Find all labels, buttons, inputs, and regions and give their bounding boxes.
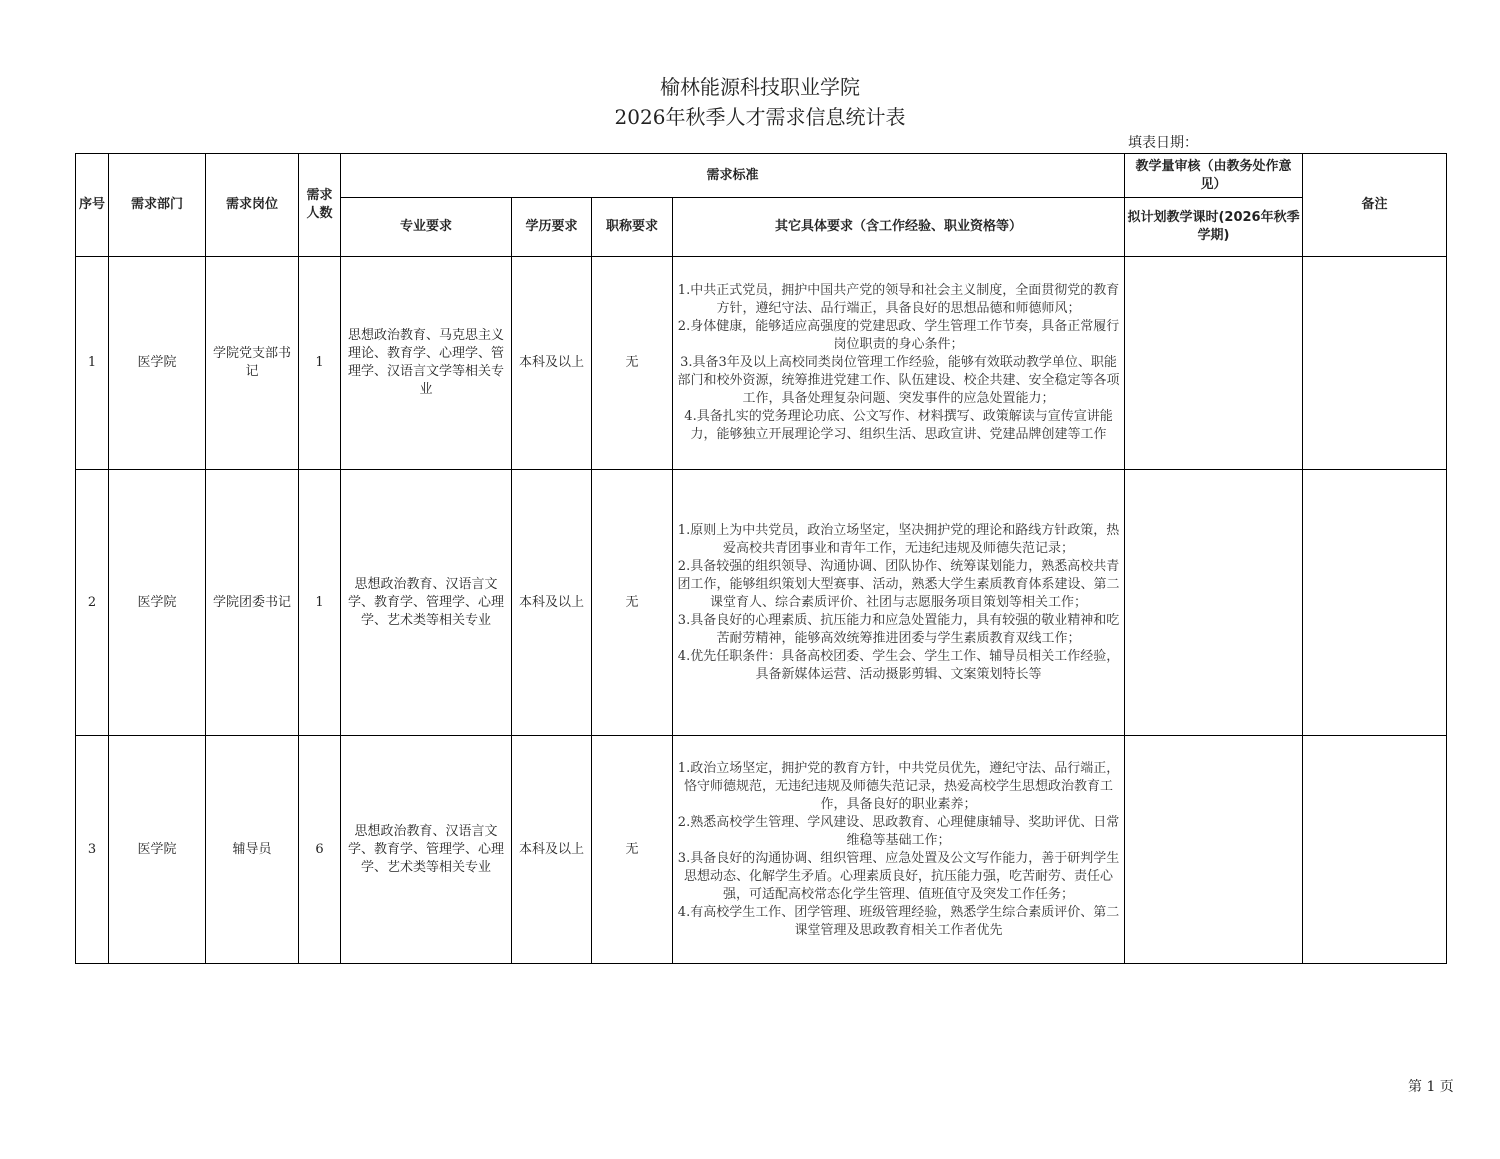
cell-seq: 2 <box>76 470 109 736</box>
requirement-item: 2.熟悉高校学生管理、学风建设、思政教育、心理健康辅导、奖助评优、日常维稳等基础工作； <box>677 814 1120 848</box>
cell-major: 思想政治教育、汉语言文学、教育学、管理学、心理学、艺术类等相关专业 <box>341 736 512 964</box>
page-number: 第 1 页 <box>1408 1079 1454 1095</box>
requirement-item: 4.有高校学生工作、团学管理、班级管理经验，熟悉学生综合素质评价、第二课堂管理及思政教育相关工作者优先 <box>677 904 1120 938</box>
cell-remark <box>1303 736 1447 964</box>
header-post: 需求岗位 <box>206 154 299 257</box>
requirement-item: 1.政治立场坚定，拥护党的教育方针，中共党员优先，遵纪守法、品行端正，恪守师德规范，无违纪违规及师德失范记录，热爱高校学生思想政治教育工作，具备良好的职业素养； <box>677 760 1120 812</box>
cell-post: 学院团委书记 <box>206 470 299 736</box>
header-seq: 序号 <box>76 154 109 257</box>
cell-other <box>673 470 1125 736</box>
cell-dept: 医学院 <box>109 470 206 736</box>
cell-seq: 3 <box>76 736 109 964</box>
cell-other <box>673 736 1125 964</box>
cell-seq: 1 <box>76 257 109 470</box>
cell-edu: 本科及以上 <box>512 470 592 736</box>
cell-post: 学院党支部书记 <box>206 257 299 470</box>
document-subtitle: 2026年秋季人才需求信息统计表 <box>614 105 906 129</box>
talent-demand-table <box>75 153 1447 964</box>
cell-title-req: 无 <box>592 470 673 736</box>
requirement-item: 4.优先任职条件：具备高校团委、学生会、学生工作、辅导员相关工作经验，具备新媒体运营、活动摄影剪辑、文案策划特长等 <box>677 648 1120 682</box>
requirement-item: 3.具备良好的心理素质、抗压能力和应急处置能力，具有较强的敬业精神和吃苦耐劳精神，能够高效统筹推进团委与学生素质教育双线工作； <box>677 612 1120 646</box>
header-remark: 备注 <box>1303 154 1447 257</box>
requirement-item: 2.身体健康，能够适应高强度的党建思政、学生管理工作节奏，具备正常履行岗位职责的身心条件； <box>677 319 1120 352</box>
fill-date-label: 填表日期： <box>1128 135 1198 151</box>
cell-dept: 医学院 <box>109 736 206 964</box>
requirement-item: 1.原则上为中共党员，政治立场坚定，坚决拥护党的理论和路线方针政策，热爱高校共青团事业和青年工作，无违纪违规及师德失范记录； <box>677 522 1120 556</box>
header-dept: 需求部门 <box>109 154 206 257</box>
header-edu: 学历要求 <box>512 198 592 257</box>
header-other: 其它具体要求（含工作经验、职业资格等） <box>673 198 1125 257</box>
cell-dept: 医学院 <box>109 257 206 470</box>
requirement-item: 3.具备良好的沟通协调、组织管理、应急处置及公文写作能力，善于研判学生思想动态、化解学生矛盾。心理素质良好，抗压能力强，吃苦耐劳、责任心强，可适配高校常态化学生管理、值班值守及突发工作任务； <box>677 850 1120 902</box>
cell-hours <box>1125 470 1303 736</box>
cell-count: 1 <box>299 257 341 470</box>
cell-post: 辅导员 <box>206 736 299 964</box>
header-major: 专业要求 <box>341 198 512 257</box>
cell-edu: 本科及以上 <box>512 736 592 964</box>
cell-count: 1 <box>299 470 341 736</box>
table-row <box>76 470 1447 736</box>
table-row <box>76 736 1447 964</box>
cell-hours <box>1125 736 1303 964</box>
requirement-item: 2.具备较强的组织领导、沟通协调、团队协作、统筹谋划能力，熟悉高校共青团工作，能够组织策划大型赛事、活动，熟悉大学生素质教育体系建设、第二课堂育人、综合素质评价、社团与志愿服务项目策划等相关工作； <box>677 558 1120 610</box>
header-count: 需求人数 <box>299 154 341 257</box>
cell-count: 6 <box>299 736 341 964</box>
document-title: 榆林能源科技职业学院 <box>660 75 860 99</box>
cell-edu: 本科及以上 <box>512 257 592 470</box>
cell-major: 思想政治教育、马克思主义理论、教育学、心理学、管理学、汉语言文学等相关专业 <box>341 257 512 470</box>
header-teaching-hours: 拟计划教学课时(2026年秋季学期) <box>1125 198 1303 257</box>
header-teaching-review: 教学量审核（由教务处作意见） <box>1125 154 1303 198</box>
cell-remark <box>1303 470 1447 736</box>
cell-remark <box>1303 257 1447 470</box>
requirement-item: 1.中共正式党员，拥护中国共产党的领导和社会主义制度，全面贯彻党的教育方针，遵纪守法、品行端正，具备良好的思想品德和师德师风； <box>677 283 1120 316</box>
cell-title-req: 无 <box>592 736 673 964</box>
cell-other <box>673 257 1125 470</box>
cell-major: 思想政治教育、汉语言文学、教育学、管理学、心理学、艺术类等相关专业 <box>341 470 512 736</box>
table-row <box>76 257 1447 470</box>
cell-hours <box>1125 257 1303 470</box>
requirement-item: 4.具备扎实的党务理论功底、公文写作、材料撰写、政策解读与宣传宣讲能力，能够独立开展理论学习、组织生活、思政宣讲、党建品牌创建等工作 <box>684 409 1113 442</box>
cell-title-req: 无 <box>592 257 673 470</box>
requirement-item: 3.具备3年及以上高校同类岗位管理工作经验，能够有效联动教学单位、职能部门和校外资源，统筹推进党建工作、队伍建设、校企共建、安全稳定等各项工作，具备处理复杂问题、突发事件的应急处置能力； <box>677 355 1120 406</box>
header-standard: 需求标准 <box>341 154 1125 198</box>
header-title-req: 职称要求 <box>592 198 673 257</box>
